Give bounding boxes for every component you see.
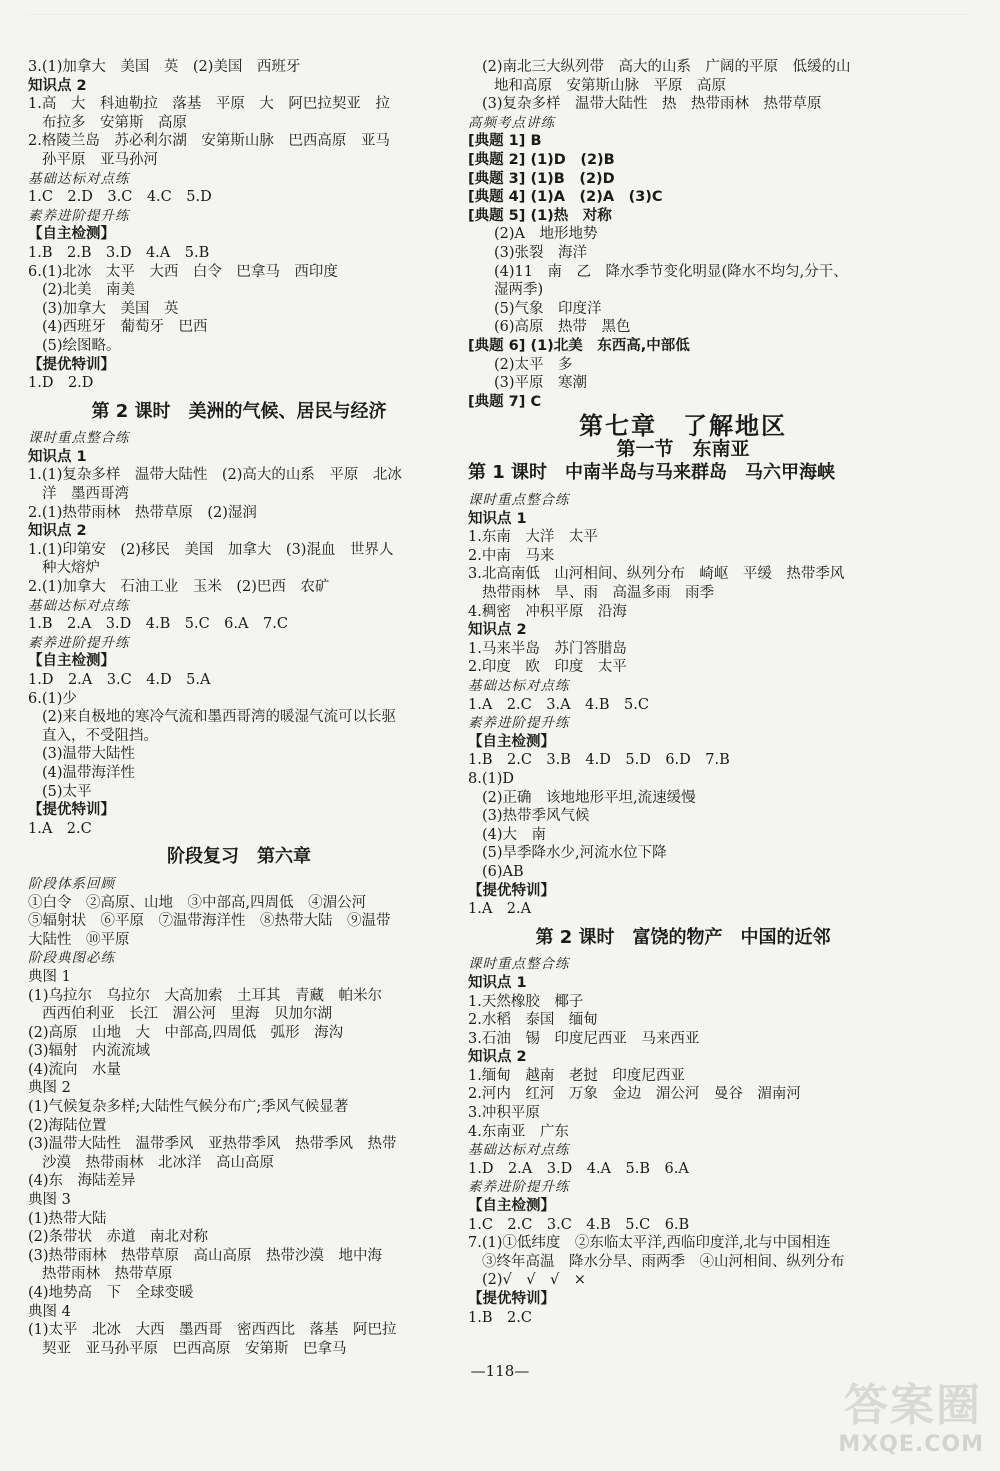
- answer-line: (2)来自极地的寒冷气流和墨西哥湾的暖湿气流可以长驱: [42, 709, 397, 726]
- section-heading: 阶段复习 第六章: [167, 846, 311, 868]
- answer-line: 1.B 2.A 3.D 4.B 5.C 6.A 7.C: [28, 616, 288, 633]
- subsection-label: [典题 1] B: [468, 133, 542, 150]
- answer-line: 契亚 亚马孙平原 巴西高原 安第斯 巴拿马: [42, 1340, 347, 1357]
- subsection-label: 知识点 2: [468, 1049, 527, 1066]
- answer-line: 1.B 2.C: [468, 1309, 532, 1326]
- exercise-section-label: 素养进阶提升练: [28, 634, 130, 651]
- answer-line: (5)旱季降水少,河流水位下降: [482, 845, 667, 862]
- answer-line: 2.河内 红河 万象 金边 湄公河 曼谷 湄南河: [468, 1086, 801, 1103]
- section-heading: 第 1 课时 中南半岛与马来群岛 马六甲海峡: [468, 462, 836, 484]
- answer-line: 湿两季): [494, 282, 544, 299]
- answer-line: (3)温带大陆性 温带季风 亚热带季风 热带季风 热带: [28, 1136, 397, 1153]
- answer-line: (3)加拿大 美国 英: [42, 300, 179, 317]
- watermark-logo: [810, 1363, 990, 1463]
- answer-line: (1)气候复杂多样;大陆性气候分布广;季风气候显著: [28, 1099, 349, 1116]
- answer-line: (4)温带海洋性: [42, 764, 136, 781]
- answer-line: 1.A 2.C 3.A 4.B 5.C: [468, 696, 649, 713]
- subsection-label: 知识点 1: [468, 510, 527, 527]
- answer-line: 1.A 2.C: [28, 820, 92, 837]
- subsection-label: 【提优特训】: [28, 356, 115, 373]
- answer-line: 1.C 2.C 3.C 4.B 5.C 6.B: [468, 1216, 690, 1233]
- answer-line: (2)北美 南美: [42, 282, 136, 299]
- subsection-label: 【提优特训】: [468, 882, 555, 899]
- answer-line: 6.(1)少: [28, 690, 77, 707]
- answer-line: (4)地势高 下 全球变暖: [28, 1285, 194, 1301]
- answer-line: 2.水稻 泰国 缅甸: [468, 1012, 598, 1029]
- answer-line: 3.石油 锡 印度尼西亚 马来西亚: [468, 1030, 700, 1047]
- answer-line: 2.印度 欧 印度 太平: [468, 659, 627, 676]
- subsection-label: 知识点 1: [28, 448, 87, 465]
- answer-line: 典图 3: [28, 1192, 71, 1209]
- answer-line: 3.冲积平原: [468, 1105, 540, 1122]
- exercise-section-label: 基础达标对点练: [468, 678, 570, 694]
- answer-line: (2)高原 山地 大 中部高,四周低 弧形 海沟: [28, 1024, 344, 1041]
- answer-line: (3)张裂 海洋: [494, 244, 588, 261]
- right-answer-column: [468, 58, 898, 1327]
- answer-line: (2)A 地形地势: [494, 226, 598, 243]
- answer-line: ③终年高温 降水分旱、雨两季 ④山河相间、纵列分布: [482, 1253, 845, 1270]
- exercise-section-label: 素养进阶提升练: [468, 1179, 570, 1196]
- answer-line: (5)绘图略。: [42, 337, 121, 354]
- answer-line: (5)太平: [42, 783, 92, 800]
- answer-line: (4)西班牙 葡萄牙 巴西: [42, 319, 208, 336]
- exercise-section-label: 阶段典图必练: [28, 950, 115, 967]
- answer-line: (3)热带雨林 热带草原 高山高原 热带沙漠 地中海: [28, 1247, 383, 1264]
- answer-line: 1.B 2.B 3.D 4.A 5.B: [28, 244, 210, 261]
- answer-line: 1.马来半岛 苏门答腊岛: [468, 640, 627, 657]
- answer-line: 6.(1)北冰 太平 大西 白令 巴拿马 西印度: [28, 263, 338, 280]
- answer-line: (2)太平 多: [494, 356, 573, 373]
- section-heading: 第一节 东南亚: [616, 437, 750, 460]
- answer-line: 大陆性 ⑩平原: [28, 931, 130, 948]
- exercise-section-label: 基础达标对点练: [468, 1142, 570, 1159]
- answer-line: 布拉多 安第斯 高原: [42, 114, 187, 131]
- subsection-label: [典题 7] C: [468, 393, 542, 410]
- exercise-section-label: 课时重点整合练: [468, 956, 570, 973]
- subsection-label: [典题 3] (1)B (2)D: [468, 170, 615, 187]
- answer-line: (3)辐射 内流流域: [28, 1043, 151, 1060]
- answer-line: (1)热带大陆: [28, 1210, 107, 1227]
- subsection-label: 知识点 1: [468, 974, 527, 991]
- answer-line: 1.A 2.A: [468, 901, 532, 918]
- answer-line: 4.东南亚 广东: [468, 1123, 569, 1140]
- answer-line: 洋 墨西哥湾: [42, 486, 129, 503]
- answer-line: 沙漠 热带雨林 北冰洋 高山高原: [42, 1154, 274, 1171]
- subsection-label: 【自主检测】: [468, 733, 555, 750]
- page-number: —118—: [470, 1362, 530, 1380]
- answer-line: (3)温带大陆性: [42, 746, 136, 763]
- left-answer-column: [28, 58, 450, 1358]
- answer-line: 孙平原 亚马孙河: [42, 151, 158, 168]
- answer-line: 2.中南 马来: [468, 547, 555, 564]
- answer-line: ①白令 ②高原、山地 ③中部高,四周低 ④湄公河: [28, 894, 367, 911]
- answer-line: 1.C 2.D 3.C 4.C 5.D: [28, 189, 212, 206]
- answer-line: (4)11 南 乙 降水季节变化明显(降水不均匀,分干、: [494, 263, 848, 280]
- top-scan-line: [28, 14, 968, 15]
- answer-line: (3)热带季风气候: [482, 808, 590, 825]
- answer-line: 3.(1)加拿大 美国 英 (2)美国 西班牙: [28, 59, 301, 75]
- exercise-section-label: 课时重点整合练: [468, 492, 570, 509]
- answer-line: ⑤辐射状 ⑥平原 ⑦温带海洋性 ⑧热带大陆 ⑨温带: [28, 913, 391, 930]
- answer-line: 西西伯利亚 长江 湄公河 里海 贝加尔湖: [42, 1006, 332, 1023]
- watermark-logo-text: 答案圈: [844, 1380, 982, 1431]
- answer-line: (2)南北三大纵列带 高大的山系 广阔的平原 低缓的山: [482, 59, 851, 75]
- answer-line: (1)乌拉尔 乌拉尔 大高加索 土耳其 青藏 帕米尔: [28, 987, 383, 1004]
- exercise-section-label: 课时重点整合练: [28, 430, 130, 447]
- answer-line: 2.(1)热带雨林 热带草原 (2)湿润: [28, 504, 257, 521]
- answer-line: 8.(1)D: [468, 770, 514, 787]
- subsection-label: 【提优特训】: [28, 802, 115, 819]
- section-heading: 第 2 课时 富饶的物产 中国的近邻: [535, 926, 831, 948]
- answer-line: 1.D 2.A 3.C 4.D 5.A: [28, 672, 211, 688]
- answer-line: 1.高 大 科迪勒拉 落基 平原 大 阿巴拉契亚 拉: [28, 96, 390, 113]
- answer-line: 直入，不受阻挡。: [42, 727, 158, 744]
- subsection-label: [典题 2] (1)D (2)B: [468, 151, 615, 168]
- subsection-label: [典题 4] (1)A (2)A (3)C: [468, 189, 663, 206]
- exercise-section-label: 素养进阶提升练: [28, 207, 130, 224]
- exercise-section-label: 阶段体系回顾: [28, 875, 115, 892]
- answer-line: (4)流向 水量: [28, 1061, 122, 1078]
- answer-line: (5)气象 印度洋: [494, 300, 602, 317]
- subsection-label: 知识点 2: [28, 77, 87, 94]
- answer-line: 1.B 2.C 3.B 4.D 5.D 6.D 7.B: [468, 752, 730, 769]
- answer-line: 典图 4: [28, 1303, 71, 1320]
- answer-line: 7.(1)①低纬度 ②东临太平洋,西临印度洋,北与中国相连: [468, 1235, 831, 1252]
- answer-line: 热带雨林 热带草原: [42, 1266, 173, 1283]
- answer-line: 热带雨林 旱、雨 高温多雨 雨季: [482, 585, 714, 602]
- answer-line: 1.D 2.A 3.D 4.A 5.B 6.A: [468, 1160, 689, 1177]
- answer-line: 地和高原 安第斯山脉 平原 高原: [494, 77, 726, 94]
- subsection-label: [典题 5] (1)热 对称: [468, 207, 612, 224]
- answer-line: (2)√ √ √ ×: [482, 1272, 586, 1289]
- answer-line: 1.(1)印第安 (2)移民 美国 加拿大 (3)混血 世界人: [28, 541, 394, 558]
- answer-line: 种大熔炉: [42, 560, 100, 577]
- section-heading: 第 2 课时 美洲的气候、居民与经济: [91, 400, 387, 422]
- answer-line: (2)海陆位置: [28, 1117, 107, 1134]
- answer-line: 1.D 2.D: [28, 375, 94, 392]
- answer-line: (6)高原 热带 黑色: [494, 319, 631, 336]
- answer-line: 1.东南 大洋 太平: [468, 529, 598, 546]
- subsection-label: [典题 6] (1)北美 东西高,中部低: [468, 337, 690, 354]
- answer-line: 2.(1)加拿大 石油工业 玉米 (2)巴西 农矿: [28, 579, 330, 596]
- answer-line: 2.格陵兰岛 苏必利尔湖 安第斯山脉 巴西高原 亚马: [28, 133, 390, 150]
- exercise-section-label: 高频考点讲练: [468, 114, 555, 131]
- exercise-section-label: 素养进阶提升练: [468, 715, 570, 732]
- answer-line: (2)条带状 赤道 南北对称: [28, 1229, 209, 1246]
- section-heading: 第七章 了解地区: [579, 412, 787, 441]
- answer-line: 3.北高南低 山河相间、纵列分布 崎岖 平缓 热带季风: [468, 566, 845, 583]
- exercise-section-label: 基础达标对点练: [28, 597, 130, 614]
- answer-line: 1.缅甸 越南 老挝 印度尼西亚: [468, 1067, 685, 1084]
- answer-line: (3)复杂多样 温带大陆性 热 热带雨林 热带草原: [482, 96, 822, 113]
- answer-line: 4.稠密 冲积平原 沿海: [468, 603, 627, 620]
- answer-line: (2)正确 该地地形平坦,流速缓慢: [482, 789, 696, 806]
- answer-line: (6)AB: [482, 863, 524, 880]
- answer-line: (3)平原 寒潮: [494, 375, 588, 392]
- answer-line: 典图 2: [28, 1080, 71, 1097]
- answer-line: 典图 1: [28, 968, 71, 985]
- subsection-label: 【自主检测】: [28, 653, 115, 670]
- answer-line: (1)太平 北冰 大西 墨西哥 密西西比 落基 阿巴拉: [28, 1322, 397, 1339]
- exercise-section-label: 基础达标对点练: [28, 170, 130, 187]
- subsection-label: 【自主检测】: [28, 226, 115, 243]
- answer-line: 1.天然橡胶 椰子: [468, 993, 584, 1010]
- watermark-site-text: MXQE.COM: [838, 1432, 984, 1457]
- answer-line: (4)东 海陆差异: [28, 1173, 136, 1190]
- subsection-label: 知识点 2: [28, 523, 87, 540]
- subsection-label: 【自主检测】: [468, 1198, 555, 1215]
- subsection-label: 知识点 2: [468, 622, 527, 639]
- subsection-label: 【提优特训】: [468, 1291, 555, 1307]
- answer-line: 1.(1)复杂多样 温带大陆性 (2)高大的山系 平原 北冰: [28, 467, 402, 484]
- answer-line: (4)大 南: [482, 826, 547, 843]
